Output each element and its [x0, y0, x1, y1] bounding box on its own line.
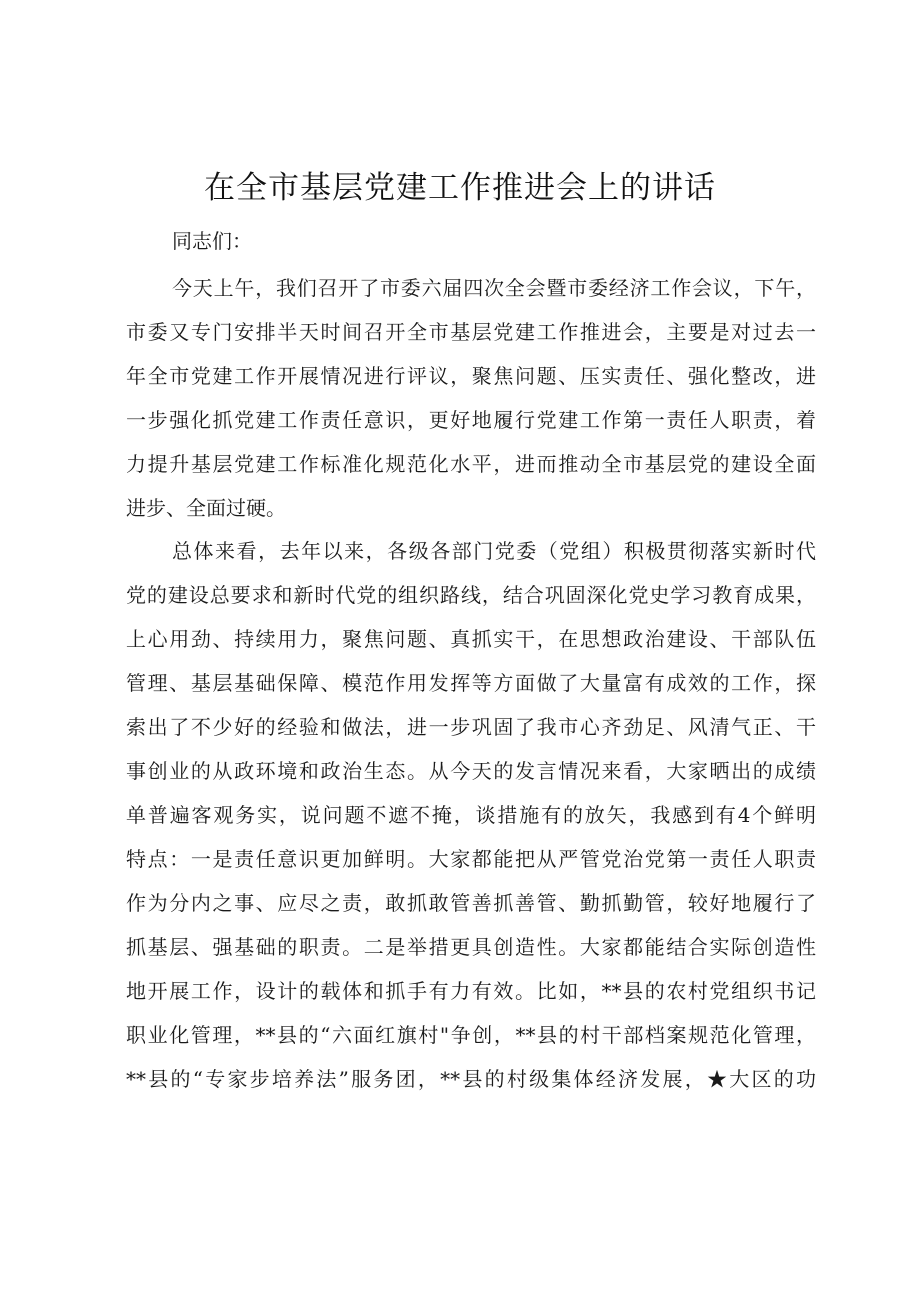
paragraph-line: 特点：一是责任意识更加鲜明。大家都能把从严管党治党第一责任人职责 [126, 847, 816, 871]
paragraph-1 [126, 266, 816, 530]
paragraph-2 [126, 529, 816, 1101]
paragraph-line: 市委又专门安排半天时间召开全市基层党建工作推进会，主要是对过去一 [126, 320, 816, 344]
paragraph-line: 索出了不少好的经验和做法，进一步巩固了我市心齐劲足、风清气正、干 [126, 715, 816, 739]
paragraph-line: 一步强化抓党建工作责任意识，更好地履行党建工作第一责任人职责，着 [126, 408, 816, 432]
document-title: 在全市基层党建工作推进会上的讲话 [204, 170, 716, 206]
paragraph-line: 上心用劲、持续用力，聚焦问题、真抓实干，在思想政治建设、干部队伍 [126, 627, 816, 651]
paragraph-line: 今天上午，我们召开了市委六届四次全会暨市委经济工作会议，下午， [172, 276, 816, 300]
paragraph-line: 地开展工作，设计的载体和抓手有力有效。比如，**县的农村党组织书记 [126, 979, 816, 1003]
paragraph-line: 进步、全面过硬。 [126, 496, 286, 520]
paragraph-line: 年全市党建工作开展情况进行评议，聚焦问题、压实责任、强化整改，进 [126, 364, 816, 388]
paragraph-line: **县的“专家步培养法”服务团，**县的村级集体经济发展，★大区的功 [126, 1067, 816, 1091]
paragraph-line: 单普遍客观务实，说问题不遮不掩，谈措施有的放矢，我感到有4个鲜明 [126, 803, 816, 827]
salutation: 同志们： [172, 229, 252, 253]
paragraph-line: 党的建设总要求和新时代党的组织路线，结合巩固深化党史学习教育成果， [126, 583, 816, 607]
paragraph-line: 事创业的从政环境和政治生态。从今天的发言情况来看，大家晒出的成绩 [126, 759, 816, 783]
paragraph-line: 抓基层、强基础的职责。二是举措更具创造性。大家都能结合实际创造性 [126, 935, 816, 959]
paragraph-line: 力提升基层党建工作标准化规范化水平，进而推动全市基层党的建设全面 [126, 452, 816, 476]
paragraph-line: 职业化管理，**县的“六面红旗村"争创，**县的村干部档案规范化管理， [126, 1023, 816, 1047]
paragraph-line: 管理、基层基础保障、模范作用发挥等方面做了大量富有成效的工作，探 [126, 671, 816, 695]
paragraph-line: 总体来看，去年以来，各级各部门党委（党组）积极贯彻落实新时代 [172, 539, 816, 563]
paragraph-line: 作为分内之事、应尽之责，敢抓敢管善抓善管、勤抓勤管，较好地履行了 [126, 891, 816, 915]
